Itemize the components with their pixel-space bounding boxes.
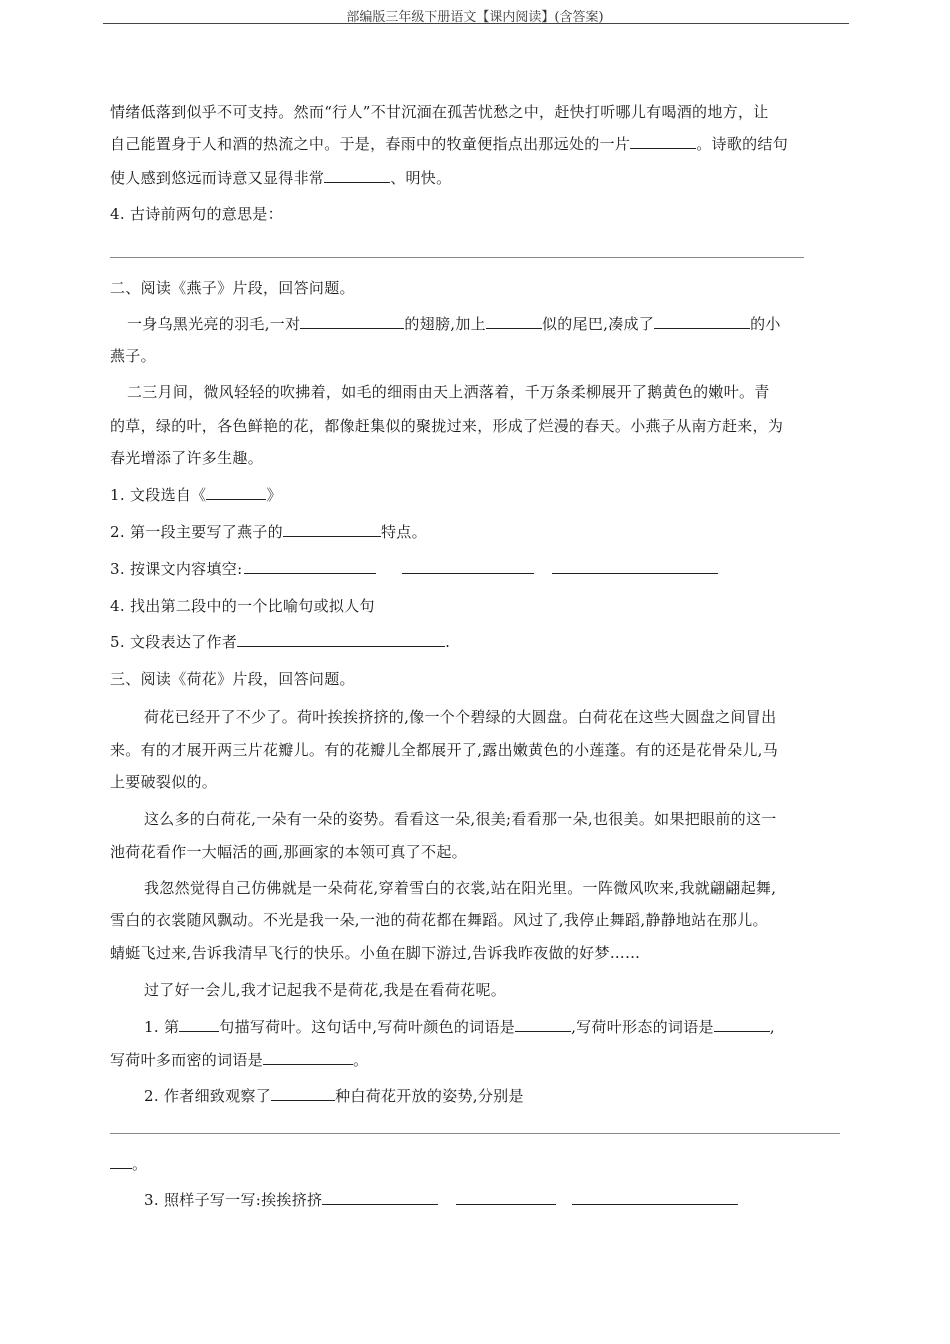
question-2-3: 3. 按课文内容填空: (110, 559, 718, 579)
lotus-para-1-line-3: 上要破裂似的。 (110, 773, 218, 791)
answer-blank[interactable] (486, 314, 542, 329)
lotus-para-2-line-1: 这么多的白荷花,一朵有一朵的姿势。看看这一朵,很美;看看那一朵,也很美。如果把眼前的这一 (144, 810, 777, 828)
answer-blank[interactable] (179, 1017, 219, 1032)
lotus-para-3-line-2: 雪白的衣裳随风飘动。不光是我一朵,一池的荷花都在舞蹈。风过了,我停止舞蹈,静静地站在那儿。 (110, 911, 768, 929)
answer-blank[interactable] (714, 1017, 770, 1032)
answer-blank[interactable] (324, 168, 390, 183)
question-3-1-line-1: 1. 第 句描写荷叶。这句话中,写荷叶颜色的词语是 ,写荷叶形态的词语是 , (144, 1018, 775, 1036)
question-3-2: 2. 作者细致观察了 种白荷花开放的姿势,分别是 (144, 1087, 524, 1105)
lotus-para-3-line-3: 蜻蜓飞过来,告诉我清早飞行的快乐。小鱼在脚下游过,告诉我昨夜做的好梦…… (110, 944, 641, 962)
swallow-para-1-line-2: 燕子。 (110, 347, 156, 365)
question-3-3: 3. 照样子写一写:挨挨挤挤 (144, 1190, 738, 1210)
question-2-2: 2. 第一段主要写了燕子的 特点。 (110, 523, 427, 541)
answer-blank[interactable] (456, 1190, 556, 1205)
swallow-para-1-line-1: 一身乌黑光亮的羽毛,一对 的翅膀,加上 似的尾巴,凑成了 的小 (127, 315, 781, 333)
question-3-1-line-2: 写荷叶多而密的词语是 。 (110, 1051, 369, 1069)
answer-blank[interactable] (515, 1017, 571, 1032)
answer-blank[interactable] (271, 1086, 335, 1101)
poem-analysis-line-3: 使人感到悠远而诗意又显得非常 、明快。 (110, 169, 452, 187)
answer-blank[interactable] (630, 134, 696, 149)
answer-blank[interactable] (552, 559, 718, 574)
answer-blank[interactable] (322, 1190, 438, 1205)
lotus-para-2-line-2: 池荷花看作一大幅活的画,那画家的本领可真了不起。 (110, 843, 467, 861)
swallow-para-2-line-2: 的草，绿的叶，各色鲜艳的花，都像赶集似的聚拢过来，形成了烂漫的春天。小燕子从南方赶来，为 (110, 417, 784, 435)
lotus-para-4: 过了好一会儿,我才记起我不是荷花,我是在看荷花呢。 (144, 981, 507, 999)
question-3-2-tail: 。 (110, 1154, 147, 1174)
answer-blank[interactable] (263, 1050, 353, 1065)
answer-blank[interactable] (572, 1190, 738, 1205)
section-3-title: 三、阅读《荷花》片段，回答问题。 (110, 670, 355, 688)
answer-blank[interactable] (654, 314, 750, 329)
poem-analysis-line-1: 情绪低落到似乎不可支持。然而“行人”不甘沉湎在孤苦忧愁之中，赶快打听哪儿有喝酒的地方，让 (110, 103, 769, 121)
answer-blank[interactable] (300, 314, 404, 329)
answer-blank[interactable] (237, 632, 445, 647)
poem-analysis-line-2: 自己能置身于人和酒的热流之中。于是，春雨中的牧童便指点出那远处的一片 。诗歌的结句 (110, 135, 789, 153)
answer-blank[interactable] (244, 559, 376, 574)
question-2-5: 5. 文段表达了作者 . (110, 633, 451, 651)
section-2-title: 二、阅读《燕子》片段，回答问题。 (110, 279, 355, 297)
header-rule (103, 23, 849, 24)
swallow-para-2-line-1: 二三月间，微风轻轻的吹拂着，如毛的细雨由天上洒落着，千万条柔柳展开了鹅黄色的嫩叶。青 (127, 383, 770, 401)
question-1-4: 4. 古诗前两句的意思是： (110, 205, 283, 223)
answer-blank[interactable] (206, 485, 266, 500)
lotus-para-3-line-1: 我忽然觉得自己仿佛就是一朵荷花,穿着雪白的衣裳,站在阳光里。一阵微风吹来,我就翩翩起舞, (144, 879, 777, 897)
lotus-para-1-line-2: 来。有的才展开两三片花瓣儿。有的花瓣儿全都展开了,露出嫩黄色的小莲蓬。有的还是花骨朵儿,马 (110, 741, 779, 759)
lotus-para-1-line-1: 荷花已经开了不少了。荷叶挨挨挤挤的,像一个个碧绿的大圆盘。白荷花在这些大圆盘之间冒出 (144, 708, 777, 726)
swallow-para-2-line-3: 春光增添了许多生趣。 (110, 449, 264, 467)
answer-blank[interactable] (110, 1154, 132, 1169)
answer-line[interactable] (110, 1133, 840, 1134)
page-header: 部编版三年级下册语文【课内阅读】(含答案) (346, 10, 604, 25)
question-2-1: 1. 文段选自《 》 (110, 486, 282, 504)
answer-blank[interactable] (402, 559, 534, 574)
answer-blank[interactable] (283, 522, 381, 537)
answer-line[interactable] (110, 257, 804, 258)
question-2-4: 4. 找出第二段中的一个比喻句或拟人句 (110, 597, 375, 615)
